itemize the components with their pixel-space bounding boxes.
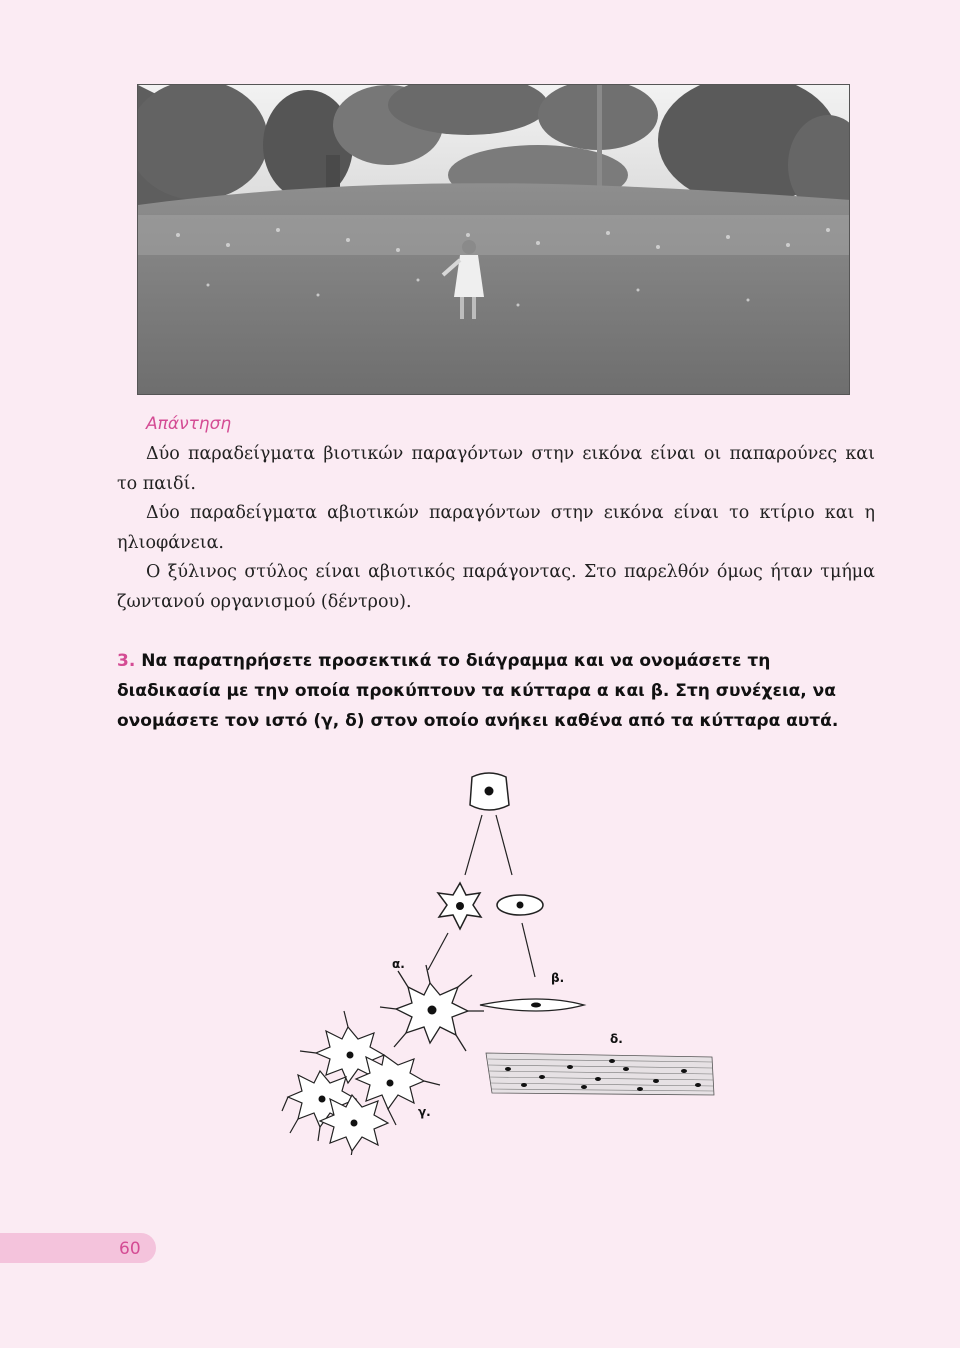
muscle-cell-b [480,999,584,1011]
question-number: 3. [117,651,136,671]
arrow-to-nerve-precursor [465,815,482,875]
field-photo [137,84,850,395]
answer-text [117,440,875,617]
label-a: α. [392,957,405,971]
muscle-precursor-cell [497,895,543,915]
muscle-tissue-d [486,1053,714,1095]
nerve-precursor-cell [438,883,481,929]
question-3 [117,646,877,736]
arrow-to-muscle-cell [522,923,535,977]
arrow-to-muscle-precursor [496,815,512,875]
answer-heading: Απάντηση [146,414,232,434]
answer-paragraph-2: Δύο παραδείγματα αβιοτικών παραγόντων στην εικόνα είναι το κτίριο και η ηλιοφάνεια. [117,503,875,553]
answer-paragraph-3: Ο ξύλινος στύλος είναι αβιοτικός παράγοντας. Στο παρελθόν όμως ήταν τμήμα ζωντανού οργανισμού (δέντρου). [117,562,875,612]
label-d: δ. [610,1032,623,1046]
stem-cell [470,773,509,810]
cell-differentiation-diagram [280,765,730,1155]
label-b: β. [551,971,565,985]
label-c: γ. [418,1105,431,1119]
nerve-tissue-c [282,1011,440,1155]
arrow-to-neuron [428,933,448,970]
question-text: Να παρατηρήσετε προσεκτικά το διάγραμμα και να ονομάσετε τη διαδικασία με την οποία προκύπτουν τα κύτταρα α και β. Στη συνέχεια, να ονομάσετε τον ιστό (γ, δ) στον οποίο ανήκει καθένα από τα κύτταρα αυτά. [117,651,839,731]
page-number: 60 [119,1239,141,1259]
answer-paragraph-1: Δύο παραδείγματα βιοτικών παραγόντων στην εικόνα είναι οι παπαρούνες και το παιδί. [117,444,875,494]
